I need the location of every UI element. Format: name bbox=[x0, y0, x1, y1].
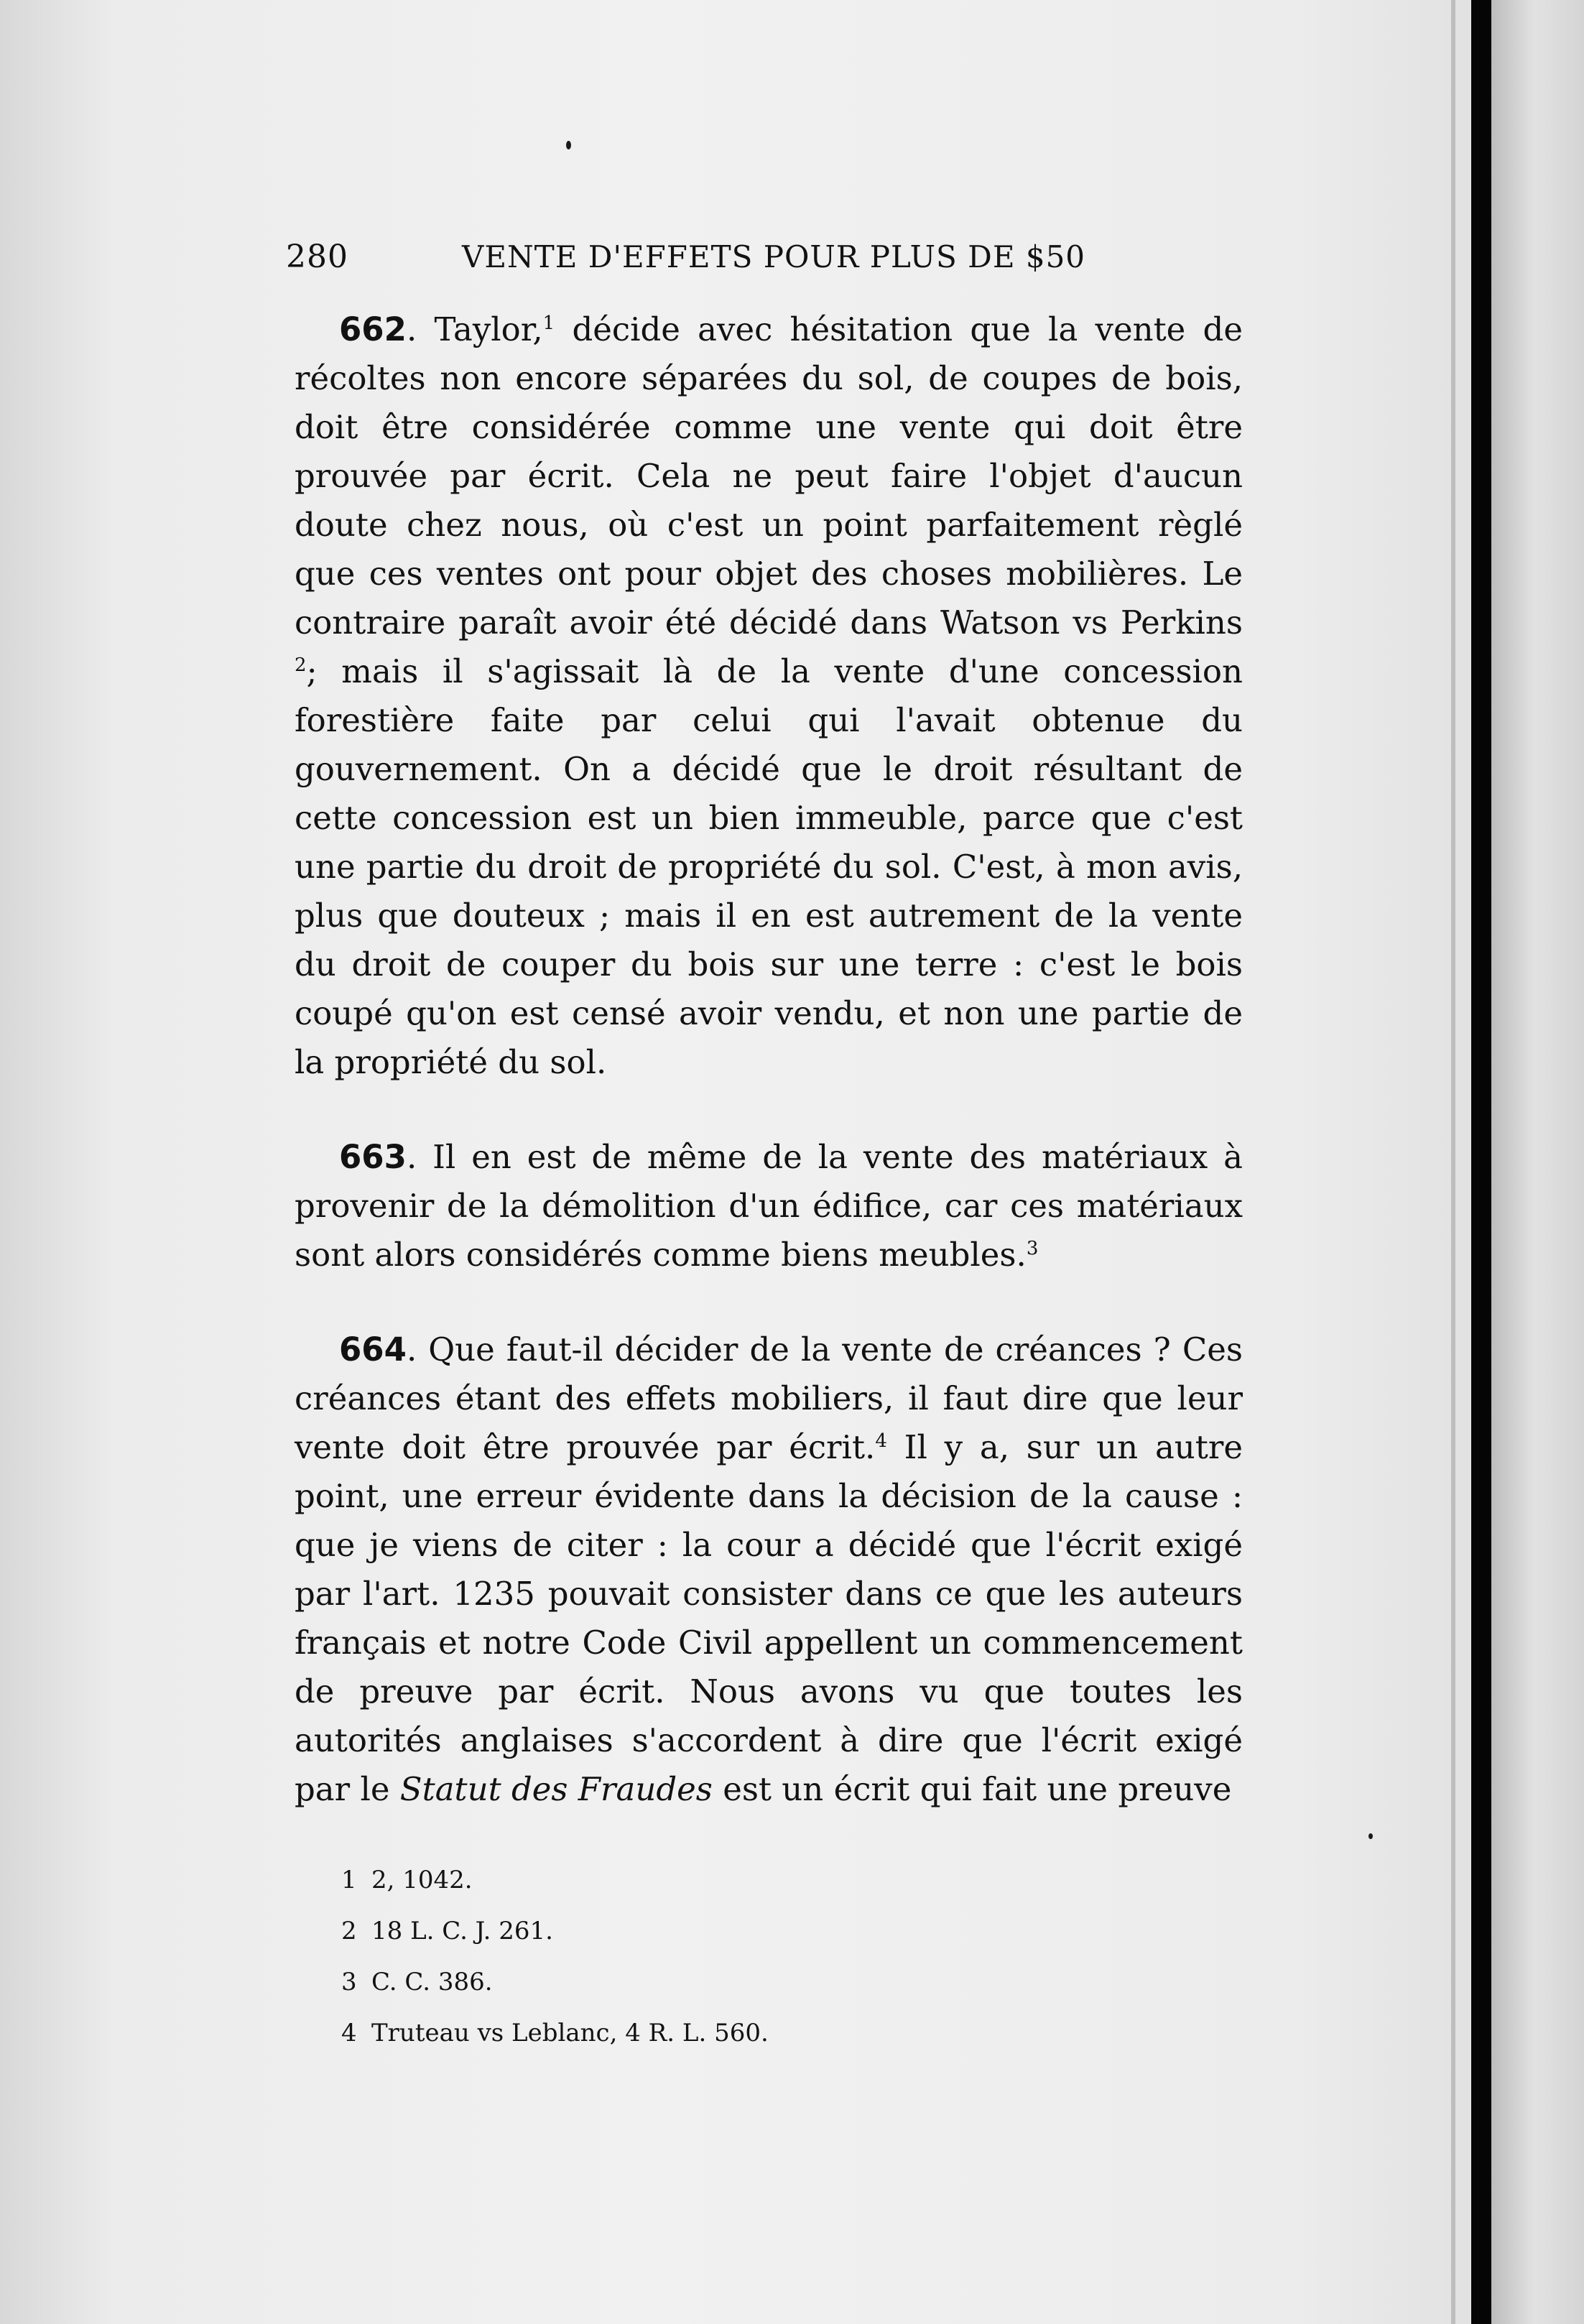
facing-page-edge bbox=[1491, 0, 1584, 2324]
footnote-number: 3 bbox=[341, 1968, 357, 1996]
running-title: VENTE D'EFFETS POUR PLUS DE $50 bbox=[462, 239, 1086, 274]
paragraph-text: . Que faut-il décider de la vente de créances ? Ces créances étant des effets mobiliers, il faut dire que leur vente doit être prouvée par écrit. bbox=[295, 1330, 1243, 1466]
running-header bbox=[286, 239, 1249, 275]
footnote-number: 1 bbox=[341, 1866, 357, 1894]
footnote bbox=[341, 1906, 1203, 1957]
paragraph-text: . Il en est de même de la vente des matériaux à provenir de la démolition d'un édifice, car ces matériaux sont alors considérés comme biens meubles. bbox=[295, 1138, 1243, 1274]
paragraph-664 bbox=[295, 1325, 1243, 1814]
body-text bbox=[295, 305, 1243, 1860]
footnote-text: Truteau vs Leblanc, 4 R. L. 560. bbox=[371, 2019, 769, 2047]
paragraph-number: 662 bbox=[339, 310, 407, 348]
book-spine bbox=[1471, 0, 1491, 2324]
italic-text: Statut des Fraudes bbox=[399, 1770, 713, 1808]
paragraph-663 bbox=[295, 1133, 1243, 1279]
footnote-text: 18 L. C. J. 261. bbox=[371, 1917, 553, 1945]
footnote bbox=[341, 1855, 1203, 1906]
paragraph-number: 663 bbox=[339, 1138, 407, 1176]
ink-speck bbox=[1368, 1833, 1373, 1839]
footnote bbox=[341, 1957, 1203, 2008]
gutter-shadow bbox=[1451, 0, 1455, 2324]
footnote bbox=[341, 2008, 1203, 2059]
paragraph-number: 664 bbox=[339, 1330, 407, 1369]
footnote-text: 2, 1042. bbox=[371, 1866, 473, 1894]
footnote-text: C. C. 386. bbox=[371, 1968, 493, 1996]
footnote-number: 4 bbox=[341, 2019, 357, 2047]
paragraph-text: Il y a, sur un autre point, une erreur évidente dans la décision de la cause : que je viens de citer : la cour a décidé que l'écrit exigé par l'art. 1235 pouvait consister dans ce que les auteurs français et notre Code Civil appellent un commencement de preuve par écrit. Nous avons vu que toutes les autorités anglaises s'accordent à dire que l'écrit exigé par le bbox=[295, 1428, 1243, 1808]
paragraph-text: ; mais il s'agissait là de la vente d'une concession forestière faite par celui qui l'avait obtenue du gouvernement. On a décidé que le droit résultant de cette concession est un bien immeuble, parce que c'est une partie du droit de propriété du sol. C'est, à mon avis, plus que douteux ; mais il en est autrement de la vente du droit de couper du bois sur une terre : c'est le bois coupé qu'on est censé avoir vendu, et non une partie de la propriété du sol. bbox=[295, 652, 1243, 1081]
paragraph-text: est un écrit qui fait une preuve bbox=[712, 1770, 1232, 1808]
footnote-reference: 4 bbox=[875, 1430, 887, 1452]
paragraph-text: . Taylor, bbox=[406, 310, 543, 348]
paragraph-text: décide avec hésitation que la vente de récoltes non encore séparées du sol, de coupes de bois, doit être considérée comme une vente qui doit être prouvée par écrit. Cela ne peut faire l'objet d'aucun doute chez nous, où c'est un point parfaitement règlé que ces ventes ont pour objet des choses mobilières. Le contraire paraît avoir été décidé dans Watson vs Perkins bbox=[295, 310, 1243, 642]
footnote-number: 2 bbox=[341, 1917, 357, 1945]
paragraph-662 bbox=[295, 305, 1243, 1087]
footnotes bbox=[341, 1855, 1203, 2059]
page-number: 280 bbox=[286, 239, 348, 275]
footnote-reference: 3 bbox=[1026, 1238, 1039, 1259]
footnote-reference: 2 bbox=[295, 654, 307, 676]
ink-speck bbox=[566, 141, 571, 149]
footnote-reference: 1 bbox=[542, 313, 555, 334]
